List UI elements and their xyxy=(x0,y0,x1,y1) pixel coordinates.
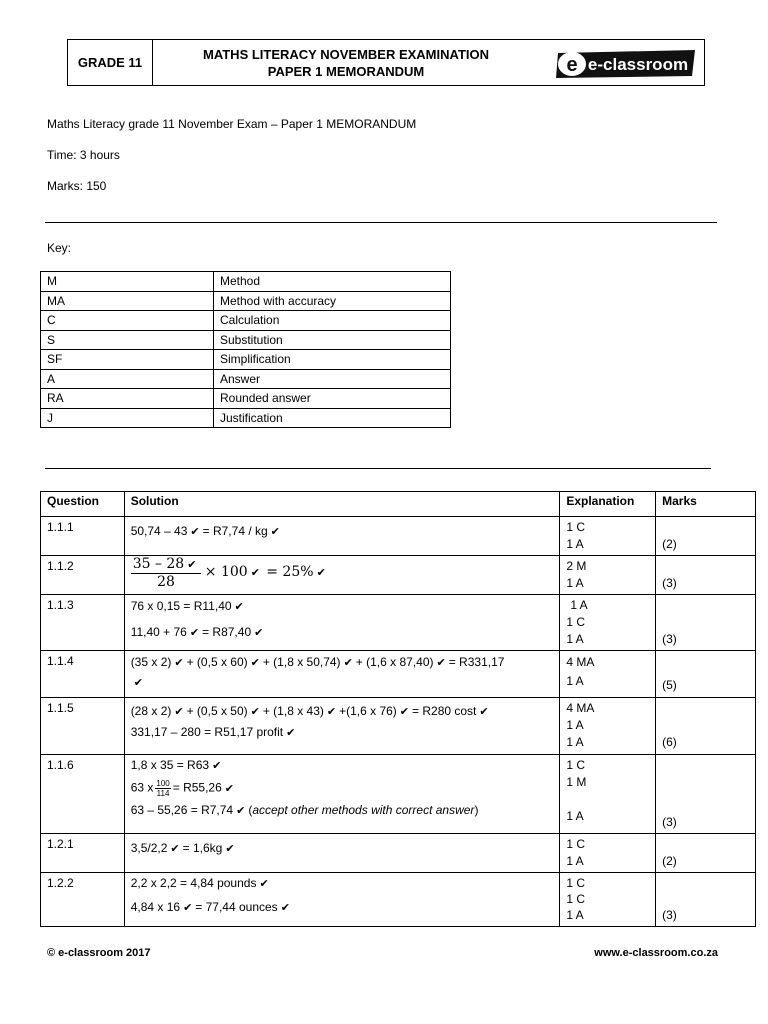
key-row xyxy=(41,389,451,409)
key-meaning: Calculation xyxy=(214,311,451,331)
solution-cell: (28 x 2) ✔ + (0,5 x 50) ✔ + (1,8 x 43) ✔ +(1,6 x 76) ✔ = R280 cost ✔ 331,17 – 280 = R51,17 profit ✔ xyxy=(124,698,560,755)
divider-line xyxy=(45,222,717,223)
tick-icon: ✔ xyxy=(174,706,184,718)
header-marks: Marks xyxy=(656,492,756,517)
table-row xyxy=(41,517,756,556)
tick-icon: ✔ xyxy=(133,677,143,689)
marks-cell: (3) xyxy=(656,873,756,927)
solution-cell: 3,5/2,2 ✔ = 1,6kg ✔ xyxy=(124,834,560,873)
time-label: Time: 3 hours xyxy=(47,148,120,162)
key-code: M xyxy=(41,272,214,292)
question-number: 1.2.1 xyxy=(41,834,125,873)
solution-cell: (35 x 2) ✔ + (0,5 x 60) ✔ + (1,8 x 50,74) ✔ + (1,6 x 87,40) ✔ = R331,17 ✔ xyxy=(124,651,560,698)
marks-label: Marks: 150 xyxy=(47,179,107,193)
key-row xyxy=(41,311,451,331)
solution-cell: 2,2 x 2,2 = 4,84 pounds ✔ 4,84 x 16 ✔ = 77,44 ounces ✔ xyxy=(124,873,560,927)
tick-icon: ✔ xyxy=(183,902,193,914)
tick-icon: ✔ xyxy=(212,760,222,772)
question-number: 1.1.2 xyxy=(41,556,125,595)
tick-icon: ✔ xyxy=(190,526,200,538)
key-meaning: Substitution xyxy=(214,330,451,350)
explanation-cell: 1 C 1 A xyxy=(560,517,656,556)
tick-icon: ✔ xyxy=(189,627,200,639)
marks-cell: (2) xyxy=(656,517,756,556)
table-row xyxy=(41,755,756,834)
table-header-row xyxy=(41,492,756,517)
tick-icon: ✔ xyxy=(280,902,290,914)
fraction: $\frac{100}{114}$ xyxy=(156,779,170,798)
e-classroom-logo xyxy=(554,49,697,79)
key-table xyxy=(40,271,451,428)
solution-cell: 76 x 0,15 = R11,40 ✔ 11,40 + 76 ✔ = R87,40 ✔ xyxy=(124,595,560,651)
footer-copyright: © e-classroom 2017 xyxy=(47,947,151,959)
key-label: Key: xyxy=(47,241,72,255)
explanation-cell: 4 MA 1 A 1 A xyxy=(560,698,656,755)
explanation-cell: 4 MA 1 A xyxy=(560,651,656,698)
explanation-cell: 1 C 1 A xyxy=(560,834,656,873)
tick-icon: ✔ xyxy=(259,878,269,890)
tick-icon: ✔ xyxy=(270,526,280,538)
key-code: SF xyxy=(41,350,214,370)
table-row xyxy=(41,651,756,698)
explanation-cell: 1 C 1 M 1 A xyxy=(560,755,656,834)
tick-icon: ✔ xyxy=(234,601,244,613)
key-row xyxy=(41,350,451,370)
tick-icon: ✔ xyxy=(225,843,235,855)
key-code: C xyxy=(41,311,214,331)
table-row xyxy=(41,873,756,927)
table-row xyxy=(41,834,756,873)
question-number: 1.1.3 xyxy=(41,595,125,651)
key-meaning: Simplification xyxy=(214,350,451,370)
grade-label: GRADE 11 xyxy=(68,40,153,85)
explanation-cell: 1 C 1 C 1 A xyxy=(560,873,656,927)
key-code: J xyxy=(41,408,214,428)
tick-icon: ✔ xyxy=(436,657,446,669)
logo-text: e-classroom xyxy=(587,55,689,74)
key-meaning: Rounded answer xyxy=(214,389,451,409)
header-solution: Solution xyxy=(124,492,560,517)
document-header xyxy=(67,39,705,86)
key-row xyxy=(41,369,451,389)
tick-icon: ✔ xyxy=(170,843,180,855)
key-code: A xyxy=(41,369,214,389)
footer-website: www.e-classroom.co.za xyxy=(594,947,718,959)
tick-icon: ✔ xyxy=(174,657,184,669)
header-question: Question xyxy=(41,492,125,517)
tick-icon: ✔ xyxy=(250,706,260,718)
header-explanation: Explanation xyxy=(560,492,656,517)
key-row xyxy=(41,272,451,292)
question-number: 1.2.2 xyxy=(41,873,125,927)
marks-cell: (3) xyxy=(656,556,756,595)
table-row xyxy=(41,698,756,755)
solution-cell: $\frac{35 - 28 ✔}{28}$ × 100 ✔ = 25% ✔ xyxy=(124,556,560,595)
memorandum-table xyxy=(40,491,756,927)
key-code: MA xyxy=(41,291,214,311)
tick-icon: ✔ xyxy=(286,727,296,739)
key-row xyxy=(41,291,451,311)
table-row xyxy=(41,556,756,595)
explanation-cell: 1 A 1 C 1 A xyxy=(560,595,656,651)
question-number: 1.1.1 xyxy=(41,517,125,556)
tick-icon: ✔ xyxy=(254,627,264,639)
tick-icon: ✔ xyxy=(343,657,353,669)
marks-cell: (3) xyxy=(656,595,756,651)
tick-icon: ✔ xyxy=(326,706,337,718)
tick-icon: ✔ xyxy=(187,558,197,571)
key-code: RA xyxy=(41,389,214,409)
tick-icon: ✔ xyxy=(479,706,489,718)
marks-cell: (5) xyxy=(656,651,756,698)
memo-heading: Maths Literacy grade 11 November Exam – Paper 1 MEMORANDUM xyxy=(47,117,417,131)
marks-cell: (2) xyxy=(656,834,756,873)
exam-title-line1: MATHS LITERACY NOVEMBER EXAMINATION xyxy=(202,47,489,62)
explanation-cell: 2 M 1 A xyxy=(560,556,656,595)
tick-icon: ✔ xyxy=(250,657,260,669)
divider-line xyxy=(45,468,711,469)
tick-icon: ✔ xyxy=(316,567,326,580)
exam-title-line2: PAPER 1 MEMORANDUM xyxy=(267,64,425,79)
svg-text:e: e xyxy=(566,54,578,76)
key-meaning: Method with accuracy xyxy=(214,291,451,311)
key-meaning: Justification xyxy=(214,408,451,428)
question-number: 1.1.5 xyxy=(41,698,125,755)
key-code: S xyxy=(41,330,214,350)
marks-cell: (3) xyxy=(656,755,756,834)
key-meaning: Answer xyxy=(214,369,451,389)
table-row xyxy=(41,595,756,651)
marks-cell: (6) xyxy=(656,698,756,755)
key-row xyxy=(41,330,451,350)
solution-cell: 50,74 – 43 ✔ = R7,74 / kg ✔ xyxy=(124,517,560,556)
key-row xyxy=(41,408,451,428)
question-number: 1.1.6 xyxy=(41,755,125,834)
tick-icon: ✔ xyxy=(236,805,246,817)
tick-icon: ✔ xyxy=(224,782,234,795)
solution-cell: 1,8 x 35 = R63 ✔ 63 x $\frac{100}{114}$ = R55,26 ✔ 63 – 55,26 = R7,74 ✔ (accept other methods with correct answer) xyxy=(124,755,560,834)
question-number: 1.1.4 xyxy=(41,651,125,698)
fraction: $\frac{35 - 28 ✔}{28}$ xyxy=(131,556,202,590)
tick-icon: ✔ xyxy=(399,706,410,718)
tick-icon: ✔ xyxy=(250,567,260,580)
exam-title xyxy=(153,46,539,80)
key-meaning: Method xyxy=(214,272,451,292)
